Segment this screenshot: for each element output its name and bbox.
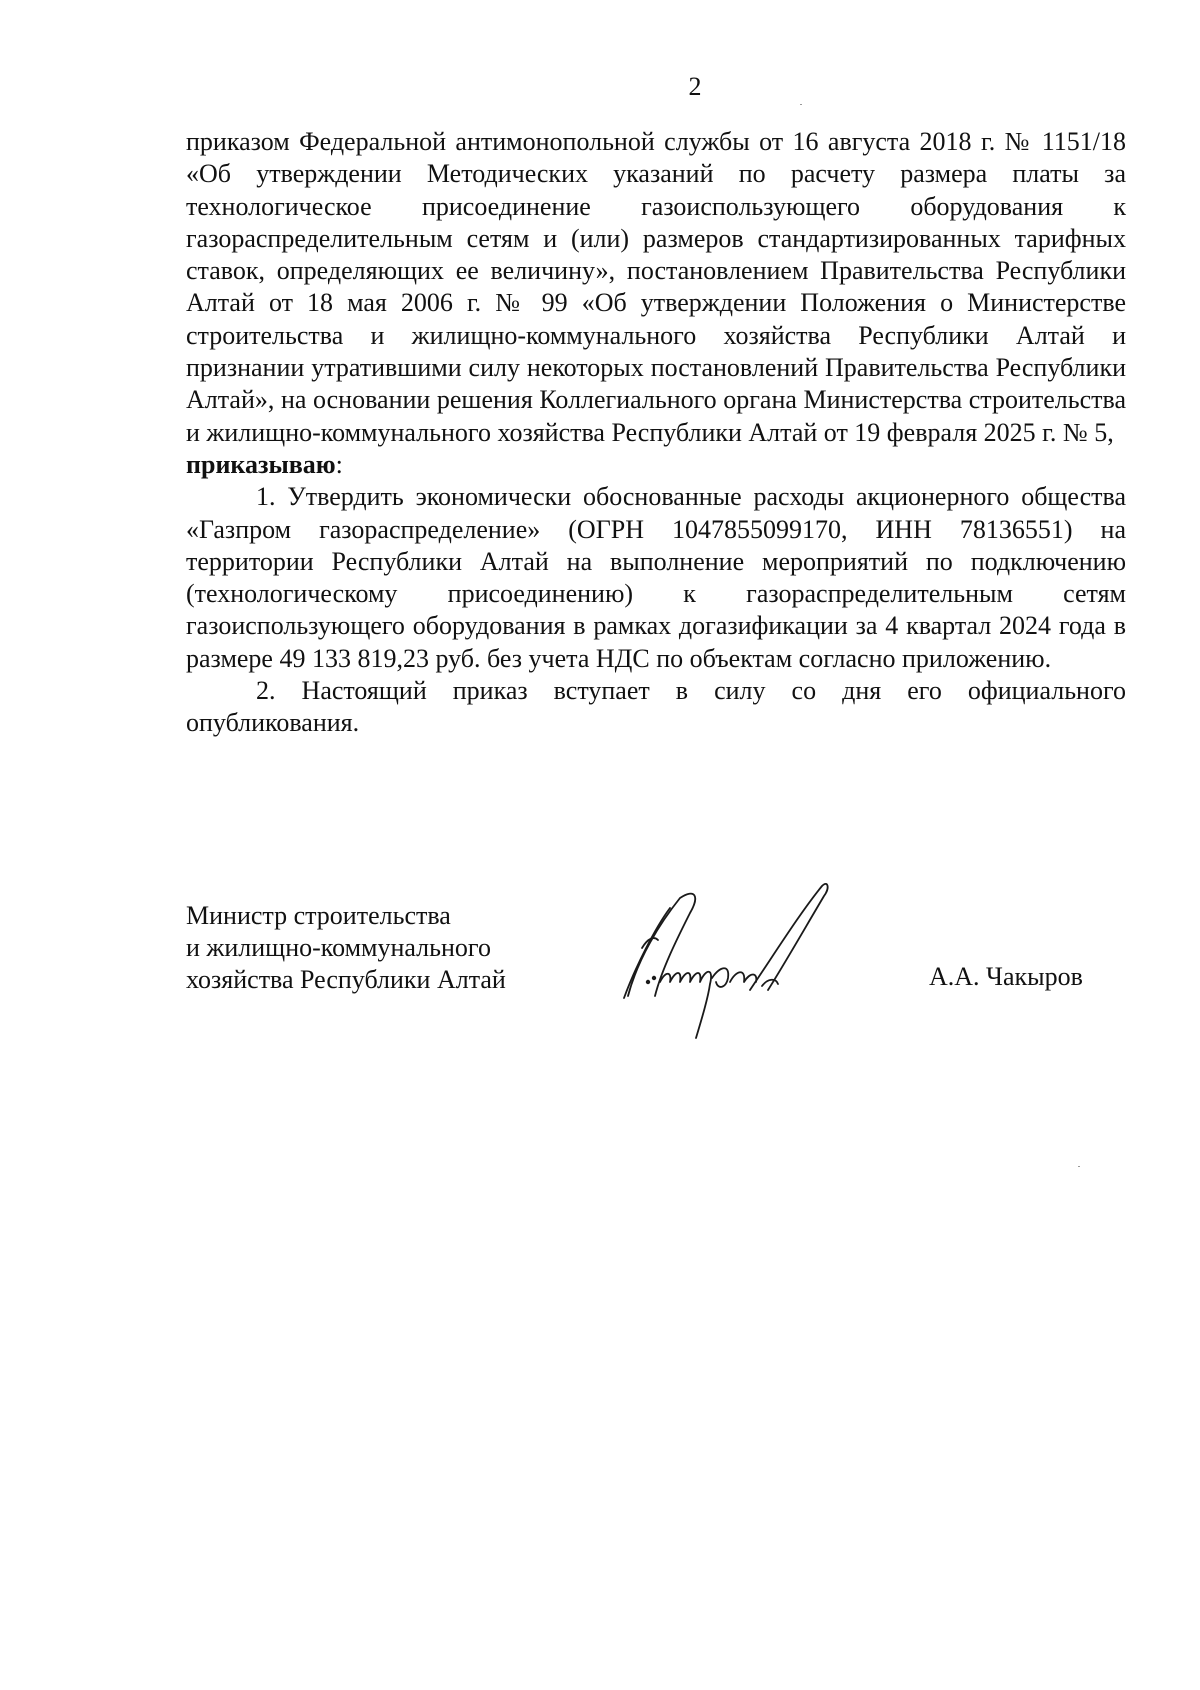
preamble-paragraph <box>186 126 1126 481</box>
signer-name: А.А. Чакыров <box>929 962 1083 991</box>
order-word: приказываю <box>186 449 336 479</box>
signature-stroke <box>762 980 778 986</box>
signature-stroke <box>653 977 656 980</box>
signature-stroke <box>647 981 650 984</box>
signer-title-line-1: Министр строительства <box>186 901 451 930</box>
preamble-text: приказом Федеральной антимонопольной службы от 16 августа 2018 г. № 1151/18 «Об утверждении Методических указаний по расчету размера платы за технологическое присоединение газоиспользующего оборудования к газораспределительным сетям и (или) размеров стандартизированных тарифных ставок, определяющих ее величину», постановлением Правительства Республики Алтай от 18 мая 2006 г. № 99 «Об утверждении Положения о Министерстве строительства и жилищно-коммунального хозяйства Республики Алтай и признании утратившими силу некоторых постановлений Правительства Республики Алтай», на основании решения Коллегиального органа Министерства строительства и жилищно-коммунального хозяйства Республики Алтай от 19 февраля 2025 г. № 5, <box>186 127 1126 447</box>
item-2-paragraph: 2. Настоящий приказ вступает в силу со дня его официального опубликования. <box>186 676 1126 738</box>
signer-title-line-2: и жилищно-коммунального <box>186 933 491 962</box>
item-1-paragraph: 1. Утвердить экономически обоснованные расходы акционерного общества «Газпром газораспределение» (ОГРН 1047855099170, ИНН 78136551) на территории Республики Алтай на выполнение мероприятий по подключению (технологическому присоединению) к газораспределительным сетям газоиспользующего оборудования в рамках догазификации за 4 квартал 2024 года в размере 49 133 819,23 руб. без учета НДС по объектам согласно приложению. <box>186 482 1126 673</box>
signature-stroke <box>730 972 756 982</box>
signer-title <box>186 900 506 996</box>
page-number: 2 <box>688 72 702 101</box>
signature-stroke <box>712 968 728 987</box>
signature-stroke <box>750 884 828 990</box>
order-colon: : <box>335 449 343 479</box>
signer-title-line-3: хозяйства Республики Алтай <box>186 965 506 994</box>
handwritten-signature <box>600 878 900 1058</box>
scan-artifact <box>800 104 802 105</box>
signature-stroke <box>660 972 711 1038</box>
scan-artifact <box>1078 1166 1080 1167</box>
document-body <box>186 126 1126 740</box>
